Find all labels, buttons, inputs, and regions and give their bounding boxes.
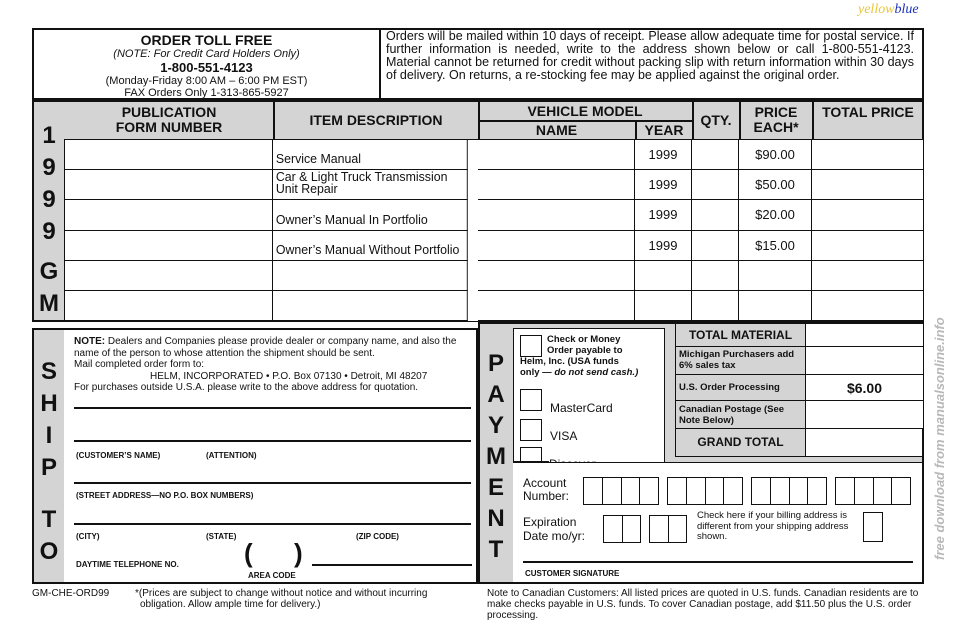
watermark-side: free download from manualsonline.info: [932, 317, 947, 560]
account-number-label: Account Number:: [523, 476, 570, 503]
check-text: Check or Money Order payable to: [547, 334, 623, 356]
signature-label: CUSTOMER SIGNATURE: [525, 569, 620, 578]
publication-form-number-cell[interactable]: [65, 231, 273, 261]
zip-label: (ZIP CODE): [356, 532, 399, 541]
price-note: *(Prices are subject to change without notice and without incurring obligation. Allow ample time for delivery.): [135, 588, 428, 610]
total-price-cell[interactable]: [812, 140, 923, 170]
fax-number: FAX Orders Only 1-313-865-5927: [124, 87, 289, 99]
attention-label: (ATTENTION): [206, 451, 257, 460]
total-price-cell[interactable]: [812, 200, 923, 230]
vehicle-name-cell[interactable]: [478, 291, 635, 321]
item-description-cell: [273, 291, 468, 321]
order-header: [32, 28, 924, 100]
helm-address: HELM, INCORPORATED • P.O. Box 07130 • Detroit, MI 48207: [150, 370, 428, 382]
col-year: YEAR: [644, 122, 684, 138]
publication-form-number-cell[interactable]: [65, 291, 273, 321]
watermark-top: [858, 2, 919, 18]
item-description-cell: Service Manual: [273, 140, 468, 170]
total-material-label: TOTAL MATERIAL: [676, 324, 806, 347]
year-cell: 1999: [635, 140, 692, 170]
quantity-cell[interactable]: [692, 170, 739, 200]
area-code-label: AREA CODE: [248, 571, 296, 580]
payment-letters: P A Y M E N T: [486, 350, 506, 563]
quantity-cell[interactable]: [692, 200, 739, 230]
price-cell: [739, 291, 812, 321]
col-total: TOTAL PRICE: [822, 104, 914, 120]
year-cell: [635, 261, 692, 291]
col-vehicle-model: VEHICLE MODEL: [527, 103, 643, 119]
publication-form-number-cell[interactable]: [65, 170, 273, 200]
billing-address-checkbox[interactable]: [863, 512, 883, 542]
customer-name-label: (CUSTOMER’S NAME): [76, 451, 161, 460]
quantity-cell[interactable]: [692, 140, 739, 170]
order-hours: (Monday-Friday 8:00 AM – 6:00 PM EST): [105, 75, 308, 87]
canadian-postage-label: Canadian Postage (See Note Below): [676, 401, 806, 429]
area-code-open-paren: (: [244, 538, 253, 568]
ship-letters: S H I P T O: [39, 358, 59, 565]
mastercard-checkbox[interactable]: [520, 389, 542, 411]
account-number-group-2[interactable]: [667, 477, 743, 505]
payment-methods: [513, 328, 665, 462]
street-address-line[interactable]: [74, 482, 471, 484]
payment-section: [478, 322, 924, 584]
vehicle-name-cell[interactable]: [478, 231, 635, 261]
total-material-field[interactable]: [806, 324, 923, 347]
mastercard-label: MasterCard: [550, 401, 613, 415]
item-description-cell: Owner’s Manual In Portfolio: [273, 200, 468, 230]
quantity-cell[interactable]: [692, 291, 739, 321]
account-number-group-1[interactable]: [583, 477, 659, 505]
account-number-group-3[interactable]: [751, 477, 827, 505]
signature-line[interactable]: [523, 561, 913, 563]
customer-name-line[interactable]: [74, 440, 471, 442]
expiration-year[interactable]: [649, 515, 687, 543]
grand-total-label: GRAND TOTAL: [676, 429, 806, 456]
city-state-zip-line[interactable]: [74, 523, 471, 525]
phone-line[interactable]: [312, 564, 472, 566]
year-cell: 1999: [635, 200, 692, 230]
area-code-close-paren: ): [294, 538, 303, 568]
total-price-cell[interactable]: [812, 261, 923, 291]
year-letters: 1 9 9 9 G M: [39, 122, 59, 317]
price-cell: $15.00: [739, 231, 812, 261]
item-description-cell: [273, 261, 468, 291]
total-price-cell[interactable]: [812, 291, 923, 321]
publication-form-number-cell[interactable]: [65, 140, 273, 170]
ship-to-section: [32, 328, 478, 584]
mail-label: Mail completed order form to:: [74, 359, 205, 370]
total-price-cell[interactable]: [812, 170, 923, 200]
col-publication: PUBLICATION FORM NUMBER: [115, 104, 223, 135]
watermark-blue: blue: [894, 2, 919, 17]
check-money-order-checkbox[interactable]: [520, 335, 542, 357]
note-label: NOTE:: [74, 336, 106, 347]
watermark-yellow: yellow: [858, 2, 895, 17]
grand-total-field[interactable]: [806, 429, 923, 456]
expiration-month[interactable]: [603, 515, 641, 543]
account-number-group-4[interactable]: [835, 477, 911, 505]
quantity-cell[interactable]: [692, 231, 739, 261]
year-cell: [635, 291, 692, 321]
expiration-label: Expiration Date mo/yr:: [523, 515, 586, 543]
item-table: [32, 100, 924, 322]
canadian-note: Note to Canadian Customers: All listed prices are quoted in U.S. funds. Canadian residents are to make checks payable in U.S. funds. To cover Canadian postage, add $11.50 plus the U.S. order processing.: [487, 588, 919, 621]
visa-checkbox[interactable]: [520, 419, 542, 441]
toll-free-block: [34, 32, 379, 99]
col-description: ITEM DESCRIPTION: [309, 112, 443, 128]
table-rows: [64, 139, 923, 321]
mailing-info: Orders will be mailed within 10 days of receipt. Please allow adequate time for postal service. If further information is needed, write to the address shown below or call 1-800-551-4123. Material cannot be returned for credit without packing slip with return information within 30 days of delivery. On returns, a re-stocking fee may be applied against the original order.: [386, 29, 914, 82]
price-cell: $50.00: [739, 170, 812, 200]
vehicle-name-cell[interactable]: [478, 140, 635, 170]
michigan-tax-field[interactable]: [806, 347, 923, 375]
publication-form-number-cell[interactable]: [65, 200, 273, 230]
col-qty: QTY.: [700, 112, 732, 128]
price-cell: $20.00: [739, 200, 812, 230]
quantity-cell[interactable]: [692, 261, 739, 291]
processing-fee-value: $6.00: [806, 375, 923, 401]
col-name: NAME: [535, 122, 578, 138]
price-cell: $90.00: [739, 140, 812, 170]
price-cell: [739, 261, 812, 291]
year-cell: 1999: [635, 231, 692, 261]
item-description-cell: Owner’s Manual Without Portfolio: [273, 231, 468, 261]
canadian-postage-field[interactable]: [806, 401, 923, 429]
michigan-tax-label: Michigan Purchasers add 6% sales tax: [676, 347, 806, 375]
order-toll-free-title: ORDER TOLL FREE: [140, 32, 273, 48]
card-details: [513, 462, 922, 582]
publication-form-number-cell[interactable]: [65, 261, 273, 291]
order-processing-label: U.S. Order Processing: [676, 375, 806, 401]
phone-label: DAYTIME TELEPHONE NO.: [76, 560, 179, 569]
col-price: PRICE EACH*: [753, 104, 799, 135]
company-line[interactable]: [74, 407, 471, 409]
street-address-label: (STREET ADDRESS—NO P.O. BOX NUMBERS): [76, 491, 254, 500]
ship-form: [64, 330, 476, 582]
total-price-cell[interactable]: [812, 231, 923, 261]
city-label: (CITY): [76, 532, 100, 541]
vehicle-name-cell[interactable]: [478, 261, 635, 291]
item-description-cell: Car & Light Truck Transmission Unit Repair: [273, 170, 468, 200]
outside-usa-note: For purchases outside U.S.A. please write to the above address for quotation.: [74, 382, 419, 393]
note-text: Dealers and Companies please provide dealer or company name, and also the name of the person to whose attention the shipment should be sent.: [74, 336, 457, 359]
state-label: (STATE): [206, 532, 237, 541]
visa-label: VISA: [550, 429, 578, 443]
ship-instructions: [74, 336, 472, 394]
vehicle-name-cell[interactable]: [478, 200, 635, 230]
form-code: GM-CHE-ORD99: [32, 588, 110, 599]
order-note: (NOTE: For Credit Card Holders Only): [113, 48, 300, 60]
toll-free-phone: 1-800-551-4123: [160, 60, 253, 75]
vehicle-name-cell[interactable]: [478, 170, 635, 200]
discover-checkbox[interactable]: [520, 447, 542, 461]
check-text-2: Helm, Inc. (USA funds only — do not send cash.): [520, 356, 639, 378]
year-cell: 1999: [635, 170, 692, 200]
totals-box: [675, 324, 922, 457]
billing-address-note: Check here if your billing address is different from your shipping address shown.: [697, 510, 849, 542]
